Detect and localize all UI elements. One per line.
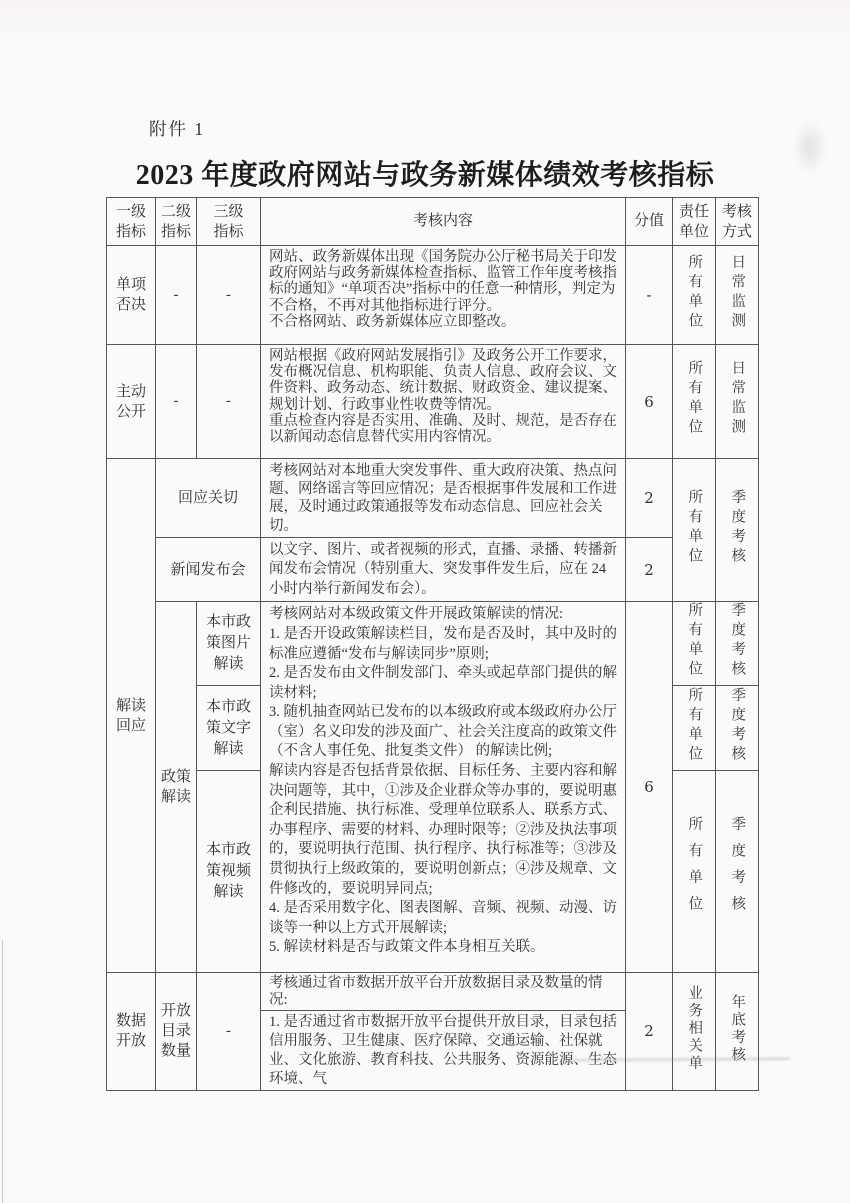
cell-level3: 本市政策文字解读 <box>197 686 261 771</box>
row-press-conference <box>107 537 759 602</box>
scan-page-edge <box>2 940 3 1203</box>
row-respond-concerns <box>107 459 759 538</box>
content-paragraph: 网站根据《政府网站发展指引》及政务公开工作要求，发布概况信息、机构职能、负责人信息、政府会议、文件资料、政务动态、统计数据、财政资金、建议提案、规划计划、行政事业性收费等情况。 <box>269 348 617 413</box>
cell-assessment-content <box>261 459 626 538</box>
content-paragraph: 5. 解读材料是否与政策文件本身相互关联。 <box>269 939 545 956</box>
cell-responsible-unit: 所有单位 <box>673 602 716 686</box>
cell-level2-policy-interpretation: 政策解读 <box>156 602 197 973</box>
cell-responsible-unit: 所有单位 <box>673 686 716 771</box>
row-open-data <box>107 973 759 1090</box>
cell-level2-dash: - <box>156 246 197 345</box>
content-paragraph: 4. 是否采用数字化、图表图解、音频、视频、动漫、访谈等一种以上方式开展解读; <box>269 900 617 936</box>
cell-assess-method: 日常监测 <box>716 246 759 345</box>
content-item: 1. 是否通过省市数据开放平台提供开放目录，目录包括信用服务、卫生健康、医疗保障、交通运输、社保就业、文化旅游、教育科技、公共服务、资源能源、生态环境、气 <box>269 1014 617 1087</box>
content-paragraph: 解读内容是否包括背景依据、目标任务、主要内容和解决问题等，其中，①涉及企业群众等办事的，要说明惠企利民措施、执行标准、受理单位联系人、联系方式、办事程序、需要的材料、办理时限等；②涉及执法事项的，要说明执行范围、执行程序、执行标准等；③涉及贯彻执行上级政策的，要说明创新点；④涉及规章、文件修改的，要说明异同点; <box>269 763 617 897</box>
cell-responsible-unit: 业务相关单 <box>673 973 716 1090</box>
cell-score: 6 <box>626 345 673 459</box>
content-paragraph: 网站、政务新媒体出现《国务院办公厅秘书局关于印发政府网站与政务新媒体检查指标、监管工作年度考核指标的通知》“单项否决”指标中的任意一种情形，判定为不合格，不再对其他指标进行评分。 <box>269 249 617 314</box>
cell-level1: 数据开放 <box>107 973 156 1090</box>
content-paragraph: 考核网站对本级政策文件开展政策解读的情况: <box>269 606 564 623</box>
assessment-indicators-table <box>106 197 759 1091</box>
cell-level3-dash: - <box>197 246 261 345</box>
cell-responsible-unit: 所有单位 <box>673 345 716 459</box>
header-level3: 三级指标 <box>197 198 261 246</box>
cell-level2: 开放目录数量 <box>156 973 197 1090</box>
cell-score: 2 <box>626 973 673 1090</box>
cell-level3: 本市政策图片解读 <box>197 602 261 686</box>
cell-score: 6 <box>626 602 673 973</box>
header-unit: 责任单位 <box>673 198 716 246</box>
header-content: 考核内容 <box>261 198 626 246</box>
cell-merged-level23: 新闻发布会 <box>156 537 261 602</box>
cell-assessment-content <box>261 602 626 973</box>
cell-level3-dash: - <box>197 345 261 459</box>
cell-responsible-unit: 所有单位 <box>673 246 716 345</box>
header-method: 考核方式 <box>716 198 759 246</box>
cell-assess-method: 季度考核 <box>716 686 759 771</box>
cell-score: - <box>626 246 673 345</box>
cell-assess-method: 年底考核 <box>716 973 759 1090</box>
row-proactive-disclosure <box>107 345 759 459</box>
cell-responsible-unit: 所有单位 <box>673 459 716 602</box>
cell-level1: 单项否决 <box>107 246 156 345</box>
cell-responsible-unit: 所有单位 <box>673 771 716 973</box>
document-title: 2023 年度政府网站与政务新媒体绩效考核指标 <box>135 160 715 191</box>
cell-assess-method: 日常监测 <box>716 345 759 459</box>
content-intro: 考核通过省市数据开放平台开放数据目录及数量的情况: <box>261 973 625 1011</box>
cell-level1-interpret-respond: 解读回应 <box>107 459 156 973</box>
header-score: 分值 <box>626 198 673 246</box>
content-paragraph: 1. 是否开设政策解读栏目，发布是否及时，其中及时的标准应遵循“发布与解读同步”原则; <box>269 625 617 662</box>
content-paragraph: 考核网站对本地重大突发事件、重大政府决策、热点问题、网络谣言等回应情况；是否根据事件发展和工作进展，及时通过政策通报等发布动态信息、回应社会关切。 <box>269 463 617 534</box>
cell-score: 2 <box>626 537 673 602</box>
cell-level3: 本市政策视频解读 <box>197 771 261 973</box>
table-header-row <box>107 198 759 246</box>
content-paragraph: 3. 随机抽查网站已发布的以本级政府或本级政府办公厅（室）名义印发的涉及面广、社会关注度高的政策文件（不含人事任免、批复类文件） 的解读比例; <box>269 704 617 760</box>
cell-level3-dash: - <box>197 973 261 1090</box>
content-paragraph: 以文字、图片、或者视频的形式，直播、录播、转播新闻发布会情况（特别重大、突发事件发生后，应在 24 小时内举行新闻发布会）。 <box>269 541 617 597</box>
cell-level2-dash: - <box>156 345 197 459</box>
cell-score: 2 <box>626 459 673 538</box>
scan-smudge <box>793 118 827 176</box>
content-paragraph: 不合格网站、政务新媒体应立即整改。 <box>269 313 516 330</box>
cell-level1: 主动公开 <box>107 345 156 459</box>
cell-merged-level23: 回应关切 <box>156 459 261 538</box>
row-policy-image-interpretation <box>107 602 759 686</box>
cell-assessment-content <box>261 246 626 345</box>
attachment-label: 附件 1 <box>149 119 206 139</box>
cell-assessment-content <box>261 537 626 602</box>
cell-assess-method: 季度考核 <box>716 459 759 602</box>
cell-assessment-content <box>261 973 626 1090</box>
content-paragraph: 重点检查内容是否实用、准确、及时、规范，是否存在以新闻动态信息替代实用内容情况。 <box>269 412 617 446</box>
header-level1: 一级指标 <box>107 198 156 246</box>
header-level2: 二级指标 <box>156 198 197 246</box>
cell-assess-method: 季度考核 <box>716 602 759 686</box>
cell-assess-method: 季度考核 <box>716 771 759 973</box>
content-paragraph: 2. 是否发布由文件制发部门、牵头或起草部门提供的解读材料; <box>269 665 617 701</box>
cell-assessment-content <box>261 345 626 459</box>
row-single-veto <box>107 246 759 345</box>
